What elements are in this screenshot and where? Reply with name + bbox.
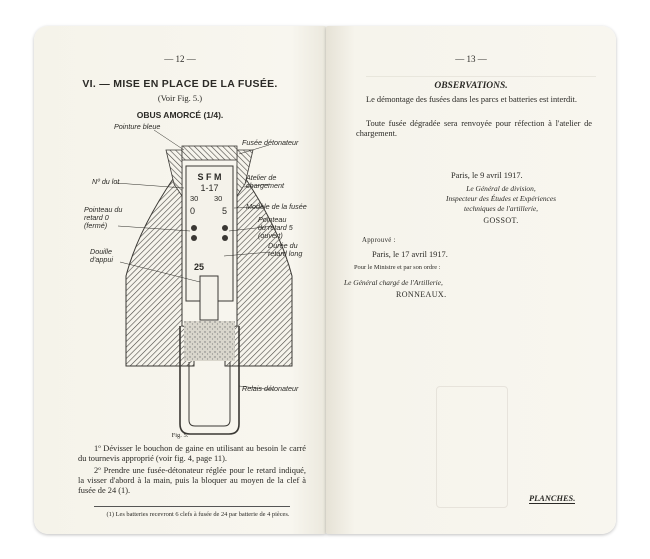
label-modele-fusee: Modèle de la fusée — [246, 202, 307, 211]
observations-title: OBSERVATIONS. — [434, 81, 508, 91]
section-title: VI. — MISE EN PLACE DE LA FUSÉE. — [82, 78, 278, 90]
label-line: (ouvert) — [258, 231, 283, 240]
label-line: Douille — [90, 247, 112, 256]
show-through-figure — [436, 386, 508, 508]
explosive-charge — [184, 321, 235, 361]
fuse-marking-zero: 0 — [190, 206, 196, 216]
label-line: retard long — [268, 249, 303, 258]
fuse-marking-30-left: 30 — [190, 194, 199, 203]
observation-2: Toute fusée dégradée sera renvoyée pour réfection à l'atelier de chargement. — [356, 119, 592, 138]
figure-heading: OBUS AMORCÉ (1/4). — [136, 110, 224, 120]
page-number-right: — 13 — — [455, 54, 487, 64]
right-page — [326, 26, 616, 534]
label-fusee-detonateur: Fusée détonateur — [242, 138, 299, 147]
signer-1-name: GOSSOT. — [483, 216, 519, 225]
for-minister: Pour le Ministre et par son ordre : — [354, 264, 441, 271]
label-line: d'appui — [90, 255, 113, 264]
paragraph-2: 2º Prendre une fusée-détonateur réglée pour le retard indiqué, la visser d'abord à la main, puis la bloquer au moyen de la clef à fusée de 24 (1). — [78, 466, 306, 495]
footnote: (1) Les batteries recevront 6 clefs à fusée de 24 par batterie de 4 pièces. — [106, 511, 290, 518]
label-relais-detonateur: Relais détonateur — [242, 384, 299, 393]
label-pointeau-retard-5 — [258, 216, 293, 240]
label-numero-du-lot: Nº du lot — [92, 177, 120, 186]
signer-2-title: Le Général chargé de l'Artillerie, — [344, 278, 443, 287]
show-through-line — [366, 76, 596, 78]
fuse-marking-sfm: S F M — [197, 172, 222, 182]
label-atelier-de-chargement: Atelier de chargement — [246, 173, 284, 190]
label-pointeau-retard-0 — [84, 206, 122, 230]
left-page — [34, 26, 326, 534]
planches-footer: PLANCHES. — [529, 494, 576, 503]
signer-1-title: Le Général de division, — [466, 184, 536, 193]
label-duree-retard-long — [268, 242, 302, 258]
fuse-marking-lot: 1-17 — [200, 183, 219, 193]
label-line: Pointeau — [258, 215, 287, 224]
observation-1: Le démontage des fusées dans les parcs et batteries est interdit. — [366, 95, 577, 104]
label-line: retard 0 — [84, 213, 109, 222]
label-pointure-bleue: Pointure bleue — [114, 122, 161, 131]
section-reference: (Voir Fig. 5.) — [157, 93, 203, 103]
paragraph-1: 1º Dévisser le bouchon de gaine en utilisant au besoin le carré du tournevis approprié (voir fig. 4, page 11). — [78, 444, 306, 463]
fuse-marking-30-right: 30 — [214, 194, 223, 203]
footnote-rule — [94, 506, 290, 507]
shell-body-right — [225, 166, 292, 366]
label-douille-appui — [90, 248, 113, 264]
label-line: du retard 5 — [258, 223, 293, 232]
label-line: Pointeau du — [84, 205, 123, 214]
date-2: Paris, le 17 avril 1917. — [372, 250, 448, 259]
fuse-top — [182, 146, 237, 160]
fuse-marking-25: 25 — [194, 262, 205, 272]
approved-label: Approuvé : — [362, 237, 396, 244]
label-line: (fermé) — [84, 221, 108, 230]
page-number-left: — 12 — — [164, 54, 196, 64]
date-1: Paris, le 9 avril 1917. — [451, 171, 523, 180]
signer-2-name: RONNEAUX. — [396, 290, 447, 299]
signer-1-role-a: Inspecteur des Études et Expériences — [446, 194, 556, 203]
figure-caption: Fig. 5. — [171, 432, 189, 439]
fuse-marking-five: 5 — [222, 206, 228, 216]
label-line: Durée du — [268, 241, 298, 250]
signer-1-role-b: techniques de l'artillerie, — [463, 204, 539, 213]
